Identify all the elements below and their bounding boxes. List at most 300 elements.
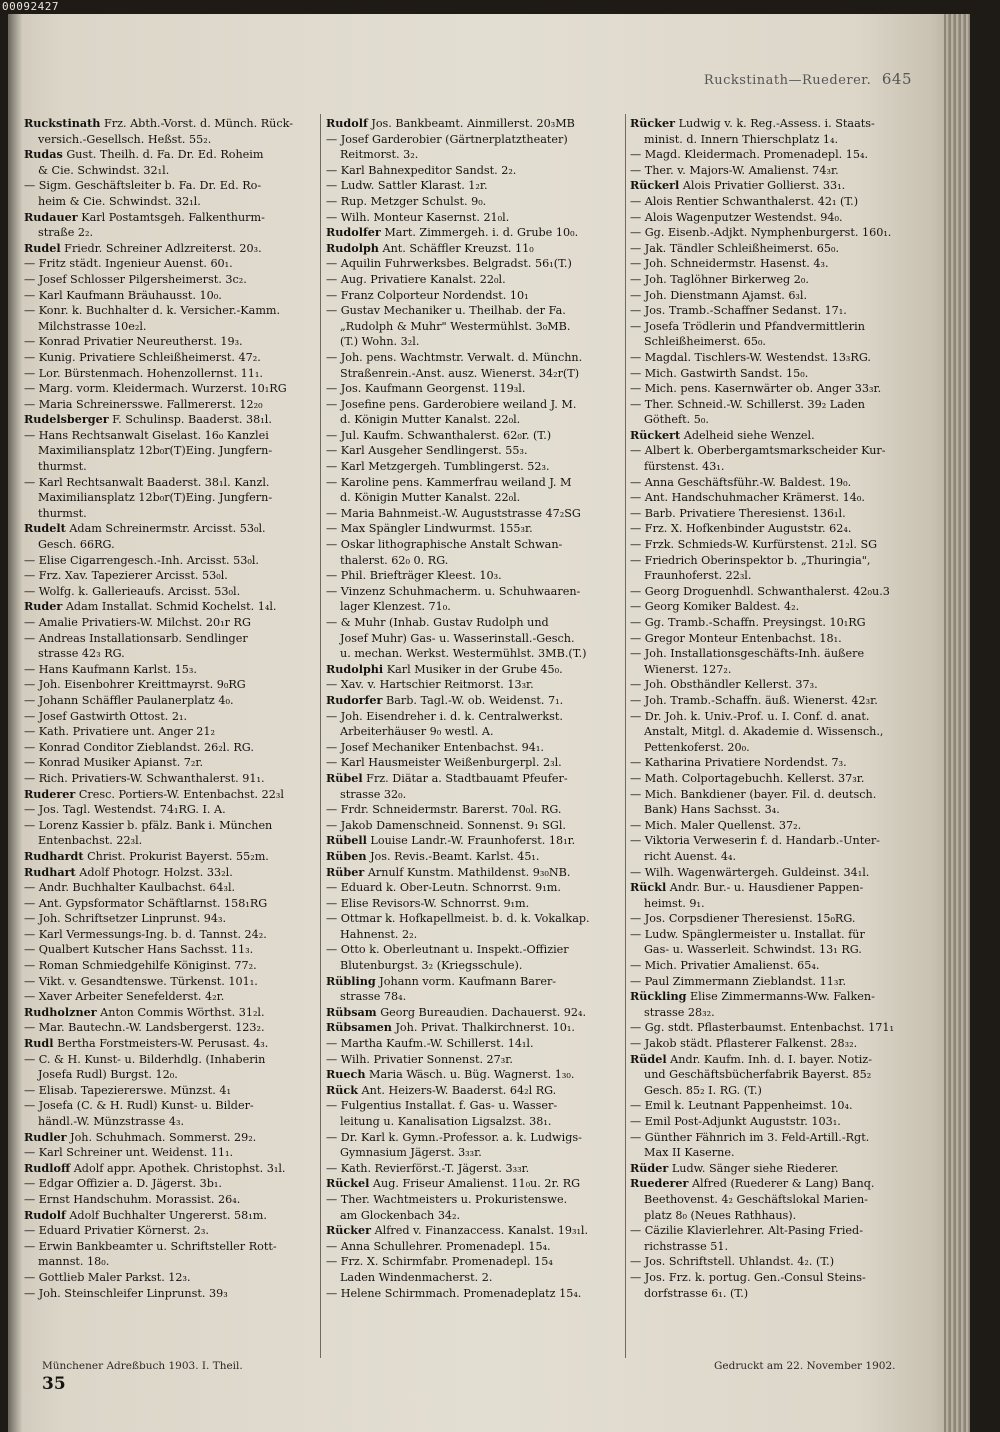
directory-entry bbox=[326, 1239, 622, 1255]
entry-text: Max Spängler Lindwurmst. 155₃r. bbox=[340, 522, 533, 536]
directory-entry bbox=[326, 428, 622, 444]
directory-entry bbox=[630, 428, 926, 444]
page-number: 645 bbox=[881, 70, 912, 88]
entry-text: Bertha Forstmeisters-W. Perusast. 4₃. bbox=[53, 1037, 269, 1051]
directory-entry bbox=[630, 568, 926, 584]
directory-entry bbox=[326, 116, 622, 132]
entry-text: Gust. Theilh. d. Fa. Dr. Ed. Roheim bbox=[62, 148, 264, 162]
directory-entry bbox=[326, 1067, 622, 1083]
entry-text: Xav. v. Hartschier Reitmorst. 13₃r. bbox=[340, 678, 534, 692]
entry-text: Dr. Joh. k. Univ.-Prof. u. I. Conf. d. anat. bbox=[644, 709, 870, 723]
directory-entry bbox=[24, 1161, 316, 1177]
directory-entry bbox=[630, 210, 926, 226]
entry-surname: Rudolfer bbox=[326, 225, 381, 240]
entry-surname: Rudler bbox=[24, 1129, 67, 1144]
entry-text: Maximiliansplatz 12b₀r(T)Eing. Jungfern- bbox=[38, 444, 273, 458]
entry-text: Andr. Kaufm. Inh. d. I. bayer. Notiz- bbox=[666, 1052, 872, 1066]
directory-entry bbox=[326, 506, 622, 522]
entry-text: Lor. Bürstenmach. Hohenzollernst. 11₁. bbox=[38, 366, 263, 380]
entry-text: Gas- u. Wasserleit. Schwindst. 13₁ RG. bbox=[644, 943, 862, 957]
entry-text: Anstalt, Mitgl. d. Akademie d. Wissensch., bbox=[644, 725, 884, 739]
entry-text: Emil Post-Adjunkt Auguststr. 103₁. bbox=[644, 1115, 841, 1128]
entry-text: Hans Kaufmann Karlst. 15₃. bbox=[38, 662, 197, 676]
entry-text: Jos. Kaufmann Georgenst. 119₃l. bbox=[340, 382, 526, 396]
directory-entry bbox=[24, 178, 316, 194]
entry-text: Math. Colportagebuchh. Kellerst. 37₃r. bbox=[644, 771, 865, 785]
entry-text: Mich. Bankdiener (bayer. Fil. d. deutsch. bbox=[644, 787, 877, 801]
entry-text: leitung u. Kanalisation Ligsalzst. 38₁. bbox=[340, 1115, 552, 1128]
entry-text: Gustav Mechaniker u. Theilhab. der Fa. bbox=[340, 304, 566, 318]
entry-text: Dr. Karl k. Gymn.-Professor. a. k. Ludwigs- bbox=[340, 1130, 582, 1144]
entry-text: Rup. Metzger Schulst. 9₀. bbox=[340, 194, 487, 208]
entry-text: Maria Schreinersswe. Fallmererst. 12₂₀ bbox=[38, 397, 263, 411]
entry-surname: Rudel bbox=[24, 240, 61, 255]
entry-text: platz 8₀ (Neues Rathhaus). bbox=[644, 1208, 797, 1222]
entry-text: Gg. Eisenb.-Adjkt. Nymphenburgerst. 160₁. bbox=[644, 226, 892, 240]
directory-entry bbox=[24, 740, 316, 756]
entry-surname: Rückert bbox=[630, 427, 681, 442]
directory-entry bbox=[630, 974, 926, 990]
directory-entry bbox=[630, 1192, 926, 1208]
entry-text: Maria Wäsch. u. Büg. Wagnerst. 1₃₀. bbox=[365, 1068, 575, 1082]
entry-text: Joh. Schuhmach. Sommerst. 29₂. bbox=[66, 1130, 257, 1144]
directory-entry bbox=[24, 942, 316, 958]
entry-text: Karl Musiker in der Grube 45₀. bbox=[383, 662, 563, 676]
entry-text: Hans Rechtsanwalt Giselast. 16₀ Kanzlei bbox=[38, 428, 269, 442]
directory-entry bbox=[326, 662, 622, 678]
directory-entry bbox=[326, 1161, 622, 1177]
directory-entry bbox=[630, 334, 926, 350]
directory-entry bbox=[24, 132, 316, 148]
entry-text: strasse 28₃₂. bbox=[644, 1005, 715, 1019]
entry-text: Johann Schäffler Paulanerplatz 4₀. bbox=[38, 693, 234, 707]
entry-surname: Rudauer bbox=[24, 209, 78, 224]
directory-entry bbox=[630, 1161, 926, 1177]
entry-text: (T.) Wohn. 3₂l. bbox=[340, 335, 420, 349]
directory-entry bbox=[24, 116, 316, 132]
entry-surname: Rudolphi bbox=[326, 661, 384, 676]
entry-surname: Rudelsberger bbox=[24, 412, 109, 427]
directory-entry bbox=[326, 1005, 622, 1021]
entry-text: Karl Postamtsgeh. Falkenthurm- bbox=[77, 210, 265, 224]
directory-entry bbox=[24, 1270, 316, 1286]
entry-text: lager Klenzest. 71₀. bbox=[340, 600, 451, 614]
directory-entry bbox=[24, 1145, 316, 1161]
directory-entry bbox=[326, 631, 622, 647]
entry-surname: Rübsam bbox=[326, 1004, 377, 1019]
entry-text: Rich. Privatiers-W. Schwanthalerst. 91₁. bbox=[38, 771, 265, 785]
entry-text: Fulgentius Installat. f. Gas- u. Wasser- bbox=[340, 1099, 558, 1113]
directory-entry bbox=[24, 1083, 316, 1099]
entry-text: Frz. Diätar a. Stadtbauamt Pfeufer- bbox=[362, 771, 568, 785]
entry-text: Pettenkoferst. 20₀. bbox=[644, 740, 750, 754]
sheet-number: 35 bbox=[42, 1374, 66, 1394]
directory-entry bbox=[630, 381, 926, 397]
directory-entry bbox=[630, 1036, 926, 1052]
entry-text: Bank) Hans Sachsst. 3₄. bbox=[644, 803, 780, 817]
entry-text: Josef Mechaniker Entenbachst. 94₁. bbox=[340, 740, 544, 754]
entry-text: & Muhr (Inhab. Gustav Rudolph und bbox=[340, 616, 549, 629]
directory-entry bbox=[630, 896, 926, 912]
directory-entry bbox=[326, 1223, 622, 1239]
directory-entry bbox=[630, 911, 926, 927]
entry-surname: Rudelt bbox=[24, 521, 66, 536]
entry-text: Ant. Heizers-W. Baaderst. 64₂l RG. bbox=[358, 1083, 557, 1097]
entry-text: Konrad Musiker Apianst. 7₂r. bbox=[38, 756, 204, 770]
directory-entry bbox=[630, 584, 926, 600]
directory-entry bbox=[630, 132, 926, 148]
directory-page bbox=[8, 14, 970, 1432]
directory-entry bbox=[326, 147, 622, 163]
directory-entry bbox=[326, 599, 622, 615]
directory-entry bbox=[24, 646, 316, 662]
directory-entry bbox=[326, 771, 622, 787]
entry-surname: Rudholzner bbox=[24, 1004, 97, 1019]
directory-entry bbox=[24, 506, 316, 522]
entry-text: Alfred v. Finanzaccess. Kanalst. 19₃₁l. bbox=[371, 1224, 589, 1238]
entry-text: Josefine pens. Garderobiere weiland J. M. bbox=[340, 397, 577, 411]
directory-entry bbox=[630, 303, 926, 319]
entry-text: Gesch. 85₂ I. RG. (T.) bbox=[644, 1083, 762, 1097]
directory-entry bbox=[326, 1254, 622, 1270]
entry-text: Alois Wagenputzer Westendst. 94₀. bbox=[644, 210, 843, 224]
directory-entry bbox=[326, 989, 622, 1005]
entry-text: & Cie. Schwindst. 32₁l. bbox=[38, 163, 170, 177]
directory-entry bbox=[24, 366, 316, 382]
entry-text: Wilh. Privatier Sonnenst. 27₃r. bbox=[340, 1052, 513, 1066]
entry-text: Reitmorst. 3₂. bbox=[340, 148, 419, 162]
entry-text: Adolf Photogr. Holzst. 33₂l. bbox=[75, 865, 233, 879]
entry-text: Karl Metzgergeh. Tumblingerst. 52₃. bbox=[340, 460, 550, 474]
entry-surname: Ruederer bbox=[630, 1176, 689, 1191]
entry-text: Joh. Schneidermstr. Hasenst. 4₃. bbox=[644, 257, 829, 271]
entry-text: F. Schulinsp. Baaderst. 38₁l. bbox=[108, 413, 272, 427]
directory-entry bbox=[630, 1114, 926, 1130]
directory-entry bbox=[24, 865, 316, 881]
directory-entry bbox=[24, 1020, 316, 1036]
directory-entry bbox=[630, 241, 926, 257]
entry-surname: Rübling bbox=[326, 973, 376, 988]
directory-entry bbox=[630, 755, 926, 771]
entry-text: Frzk. Schmieds-W. Kurfürstenst. 21₂l. SG bbox=[644, 538, 878, 552]
entry-text: Amalie Privatiers-W. Milchst. 20₁r RG bbox=[38, 616, 251, 629]
entry-text: Barb. Privatiere Theresienst. 136₁l. bbox=[644, 506, 846, 520]
directory-entry bbox=[24, 802, 316, 818]
column-rule bbox=[625, 114, 626, 1358]
entry-surname: Rudas bbox=[24, 147, 63, 162]
entry-text: „Rudolph & Muhr" Westermühlst. 3₀MB. bbox=[340, 319, 571, 333]
directory-entry bbox=[326, 194, 622, 210]
directory-entry bbox=[630, 350, 926, 366]
entry-text: Blutenburgst. 3₂ (Kriegsschule). bbox=[340, 959, 523, 973]
directory-entry bbox=[630, 1286, 926, 1302]
directory-entry bbox=[24, 334, 316, 350]
directory-entry bbox=[326, 724, 622, 740]
directory-entry bbox=[326, 833, 622, 849]
directory-entry bbox=[326, 787, 622, 803]
directory-entry bbox=[24, 428, 316, 444]
entry-text: Frz. Xav. Tapezierer Arcisst. 53₀l. bbox=[38, 569, 228, 583]
entry-text: Franz Colporteur Nordendst. 10₁ bbox=[340, 288, 529, 302]
entry-text: Konr. k. Buchhalter d. k. Versicher.-Kamm. bbox=[38, 304, 281, 318]
directory-entry bbox=[326, 1192, 622, 1208]
entry-text: Jul. Kaufm. Schwanthalerst. 62₀r. (T.) bbox=[340, 428, 552, 442]
entry-text: heim & Cie. Schwindst. 32₁l. bbox=[38, 194, 201, 208]
entry-text: Gymnasium Jägerst. 3₃₃r. bbox=[340, 1146, 482, 1160]
entry-surname: Rübell bbox=[326, 833, 367, 848]
entry-text: Ther. Schneid.-W. Schillerst. 39₂ Laden bbox=[644, 397, 865, 411]
directory-entry bbox=[630, 1098, 926, 1114]
directory-entry bbox=[326, 896, 622, 912]
directory-entry bbox=[630, 880, 926, 896]
entry-text: Ludw. Spänglermeister u. Installat. für bbox=[644, 927, 865, 941]
entry-text: Ludwig v. k. Reg.-Assess. i. Staats- bbox=[675, 117, 875, 130]
entry-text: Frz. X. Hofkenbinder Auguststr. 62₄. bbox=[644, 522, 852, 536]
directory-entry bbox=[24, 350, 316, 366]
entry-text: Joh. Installationsgeschäfts-Inh. äußere bbox=[644, 647, 865, 661]
entry-text: fürstenst. 43₁. bbox=[644, 460, 725, 474]
directory-entry bbox=[630, 646, 926, 662]
directory-entry bbox=[326, 880, 622, 896]
directory-entry bbox=[630, 521, 926, 537]
entry-text: Josefa Trödlerin und Pfandvermittlerin bbox=[644, 319, 865, 333]
entry-surname: Rückel bbox=[326, 1176, 370, 1191]
directory-entry bbox=[24, 475, 316, 491]
directory-entry bbox=[24, 1239, 316, 1255]
directory-entry bbox=[326, 1130, 622, 1146]
directory-entry bbox=[630, 1083, 926, 1099]
entry-text: Frz. X. Schirmfabr. Promenadepl. 15₄ bbox=[340, 1255, 553, 1269]
directory-entry bbox=[326, 303, 622, 319]
entry-text: versich.-Gesellsch. Heßst. 55₂. bbox=[38, 132, 212, 146]
directory-entry bbox=[326, 1270, 622, 1286]
scan-id: 00092427 bbox=[2, 0, 59, 13]
directory-entry bbox=[326, 256, 622, 272]
entry-text: Jos. Revis.-Beamt. Karlst. 45₁. bbox=[366, 849, 540, 863]
running-head-text: Ruckstinath—Ruederer. bbox=[703, 73, 872, 88]
entry-text: Helene Schirmmach. Promenadeplatz 15₄. bbox=[340, 1286, 582, 1300]
directory-entry bbox=[630, 677, 926, 693]
directory-entry bbox=[24, 194, 316, 210]
entry-text: Josef Schlosser Pilgersheimerst. 3c₂. bbox=[38, 272, 247, 286]
entry-text: Christ. Prokurist Bayerst. 55₂m. bbox=[83, 849, 269, 863]
directory-entry bbox=[630, 724, 926, 740]
directory-entry bbox=[630, 1145, 926, 1161]
directory-entry bbox=[24, 1098, 316, 1114]
entry-text: Jos. Corpsdiener Theresienst. 15₀RG. bbox=[644, 912, 856, 926]
entry-text: Elisab. Tapeziererswe. Münzst. 4₁ bbox=[38, 1083, 231, 1097]
directory-entry bbox=[630, 397, 926, 413]
entry-text: Mar. Bautechn.-W. Landsbergerst. 123₂. bbox=[38, 1021, 265, 1035]
directory-entry bbox=[326, 740, 622, 756]
entry-text: Ant. Gypsformator Schäftlarnst. 158₁RG bbox=[38, 896, 268, 910]
directory-entry bbox=[630, 147, 926, 163]
directory-entry bbox=[326, 1098, 622, 1114]
entry-text: Götheft. 5₀. bbox=[644, 413, 709, 427]
entry-surname: Rüdel bbox=[630, 1051, 667, 1066]
directory-entry bbox=[24, 256, 316, 272]
directory-entry bbox=[630, 412, 926, 428]
entry-text: Fraunhoferst. 22₃l. bbox=[644, 569, 752, 583]
directory-entry bbox=[630, 958, 926, 974]
directory-entry bbox=[24, 397, 316, 413]
directory-entry bbox=[326, 693, 622, 709]
directory-entry bbox=[326, 818, 622, 834]
entry-surname: Ruech bbox=[326, 1067, 366, 1082]
directory-entry bbox=[630, 459, 926, 475]
directory-entry bbox=[326, 1083, 622, 1099]
entry-text: und Geschäftsbücherfabrik Bayerst. 85₂ bbox=[644, 1068, 872, 1082]
entry-text: Kath. Revierförst.-T. Jägerst. 3₃₃r. bbox=[340, 1161, 530, 1175]
directory-entry bbox=[326, 974, 622, 990]
running-head bbox=[704, 70, 912, 88]
directory-entry bbox=[326, 319, 622, 335]
entry-text: mannst. 18₀. bbox=[38, 1255, 110, 1269]
directory-entry bbox=[326, 334, 622, 350]
directory-entry bbox=[326, 584, 622, 600]
directory-entry bbox=[326, 1036, 622, 1052]
directory-entry bbox=[24, 443, 316, 459]
directory-entry bbox=[630, 942, 926, 958]
entry-text: Ottmar k. Hofkapellmeist. b. d. k. Vokalkap. bbox=[340, 912, 590, 926]
directory-entry bbox=[326, 475, 622, 491]
directory-entry bbox=[630, 116, 926, 132]
directory-entry bbox=[24, 787, 316, 803]
entry-text: Wolfg. k. Gallerieaufs. Arcisst. 53₀l. bbox=[38, 584, 241, 598]
directory-entry bbox=[630, 194, 926, 210]
entry-text: Paul Zimmermann Zieblandst. 11₃r. bbox=[644, 974, 847, 988]
directory-entry bbox=[630, 1270, 926, 1286]
entry-text: Cresc. Portiers-W. Entenbachst. 22₃l bbox=[75, 787, 284, 801]
directory-entry bbox=[630, 787, 926, 803]
entry-text: Frdr. Schneidermstr. Barerst. 70₀l. RG. bbox=[340, 803, 562, 817]
directory-entry bbox=[326, 178, 622, 194]
directory-entry bbox=[326, 537, 622, 553]
directory-entry bbox=[630, 1223, 926, 1239]
directory-entry bbox=[630, 818, 926, 834]
directory-entry bbox=[630, 225, 926, 241]
directory-entry bbox=[326, 412, 622, 428]
directory-entry bbox=[630, 1254, 926, 1270]
entry-text: Elise Zimmermanns-Ww. Falken- bbox=[686, 990, 875, 1004]
binding-shadow bbox=[8, 14, 22, 1432]
entry-text: Gg. stdt. Pflasterbaumst. Entenbachst. 171₁ bbox=[644, 1021, 895, 1035]
entry-surname: Ruckstinath bbox=[24, 116, 101, 130]
entry-text: Entenbachst. 22₃l. bbox=[38, 834, 143, 848]
directory-entry bbox=[326, 911, 622, 927]
directory-entry bbox=[630, 553, 926, 569]
directory-entry bbox=[24, 147, 316, 163]
entry-text: Georg Komiker Baldest. 4₂. bbox=[644, 600, 800, 614]
directory-entry bbox=[24, 521, 316, 537]
entry-text: Joh. Obsthändler Kellerst. 37₃. bbox=[644, 678, 818, 692]
entry-text: Jos. Tramb.-Schaffner Sedanst. 17₁. bbox=[644, 304, 847, 318]
directory-entry bbox=[326, 1145, 622, 1161]
directory-entry bbox=[326, 163, 622, 179]
entry-text: Martha Kaufm.-W. Schillerst. 14₁l. bbox=[340, 1037, 534, 1051]
directory-entry bbox=[24, 818, 316, 834]
entry-text: Wilh. Monteur Kasernst. 21₀l. bbox=[340, 210, 510, 224]
directory-entry bbox=[24, 724, 316, 740]
entry-text: Josefa Rudl) Burgst. 12₀. bbox=[38, 1068, 178, 1082]
entry-surname: Rudhardt bbox=[24, 848, 84, 863]
entry-text: Alois Privatier Gollierst. 33₁. bbox=[679, 179, 846, 193]
directory-entry bbox=[326, 350, 622, 366]
directory-entry bbox=[630, 443, 926, 459]
directory-entry bbox=[24, 225, 316, 241]
footer-imprint: Münchener Adreßbuch 1903. I. Theil. bbox=[42, 1360, 243, 1372]
entry-text: Joh. Taglöhner Birkerweg 2₀. bbox=[644, 272, 809, 286]
directory-entry bbox=[24, 490, 316, 506]
entry-text: Josef Muhr) Gas- u. Wasserinstall.-Gesch. bbox=[340, 631, 575, 645]
directory-entry bbox=[24, 241, 316, 257]
directory-entry bbox=[630, 272, 926, 288]
directory-entry bbox=[24, 319, 316, 335]
directory-entry bbox=[24, 537, 316, 553]
entry-text: Karl Bahnexpeditor Sandst. 2₂. bbox=[340, 163, 517, 177]
entry-surname: Rücker bbox=[630, 116, 676, 130]
directory-entry bbox=[326, 568, 622, 584]
directory-entry bbox=[24, 288, 316, 304]
directory-entry bbox=[326, 865, 622, 881]
directory-entry bbox=[326, 225, 622, 241]
entry-text: Joh. Tramb.-Schaffn. äuß. Wienerst. 42₃r. bbox=[644, 693, 878, 707]
directory-entry bbox=[24, 553, 316, 569]
directory-entry bbox=[326, 849, 622, 865]
directory-entry bbox=[630, 1176, 926, 1192]
directory-entry bbox=[24, 662, 316, 678]
directory-entry bbox=[326, 366, 622, 382]
entry-text: händl.-W. Münzstrasse 4₃. bbox=[38, 1115, 185, 1128]
entry-text: Katharina Privatiere Nordendst. 7₃. bbox=[644, 756, 847, 770]
entry-text: C. & H. Kunst- u. Bilderhdlg. (Inhaberin bbox=[38, 1052, 266, 1066]
directory-entry bbox=[24, 1286, 316, 1302]
entry-text: Adolf appr. Apothek. Christophst. 3₁l. bbox=[70, 1161, 286, 1175]
entry-text: Karl Schreiner unt. Weidenst. 11₁. bbox=[38, 1146, 234, 1160]
entry-text: Ernst Handschuhm. Morassist. 26₄. bbox=[38, 1192, 241, 1206]
entry-text: Andr. Buchhalter Kaulbachst. 64₃l. bbox=[38, 881, 236, 895]
entry-text: Konrad Conditor Zieblandst. 26₂l. RG. bbox=[38, 740, 254, 754]
directory-entry bbox=[630, 475, 926, 491]
entry-text: Joh. Eisendreher i. d. k. Centralwerkst. bbox=[340, 709, 563, 723]
directory-entry bbox=[24, 911, 316, 927]
entry-text: Wilh. Wagenwärtergeh. Guldeinst. 34₁l. bbox=[644, 865, 870, 879]
entry-text: Gregor Monteur Entenbachst. 18₁. bbox=[644, 631, 842, 645]
entry-text: Otto k. Oberleutnant u. Inspekt.-Offizier bbox=[340, 943, 569, 957]
directory-entry bbox=[326, 677, 622, 693]
entry-text: d. Königin Mutter Kanalst. 22₀l. bbox=[340, 491, 521, 505]
directory-entry bbox=[630, 989, 926, 1005]
entry-surname: Rudolf bbox=[326, 116, 368, 130]
entry-text: Fritz städt. Ingenieur Auenst. 60₁. bbox=[38, 257, 233, 271]
directory-entry bbox=[326, 942, 622, 958]
directory-entry bbox=[326, 802, 622, 818]
directory-entry bbox=[326, 1208, 622, 1224]
directory-entry bbox=[24, 381, 316, 397]
directory-entry bbox=[630, 771, 926, 787]
directory-entry bbox=[24, 163, 316, 179]
entry-surname: Rudloff bbox=[24, 1160, 71, 1175]
directory-entry bbox=[630, 865, 926, 881]
entry-surname: Rüber bbox=[326, 864, 365, 879]
directory-entry bbox=[24, 584, 316, 600]
entry-text: u. mechan. Werkst. Westermühlst. 3MB.(T.) bbox=[340, 647, 587, 661]
directory-entry bbox=[630, 849, 926, 865]
entry-text: Adolf Buchhalter Ungererst. 58₁m. bbox=[65, 1208, 267, 1222]
entry-text: dorfstrasse 6₁. (T.) bbox=[644, 1286, 749, 1300]
directory-entry bbox=[630, 833, 926, 849]
entry-text: Magdal. Tischlers-W. Westendst. 13₃RG. bbox=[644, 350, 871, 364]
